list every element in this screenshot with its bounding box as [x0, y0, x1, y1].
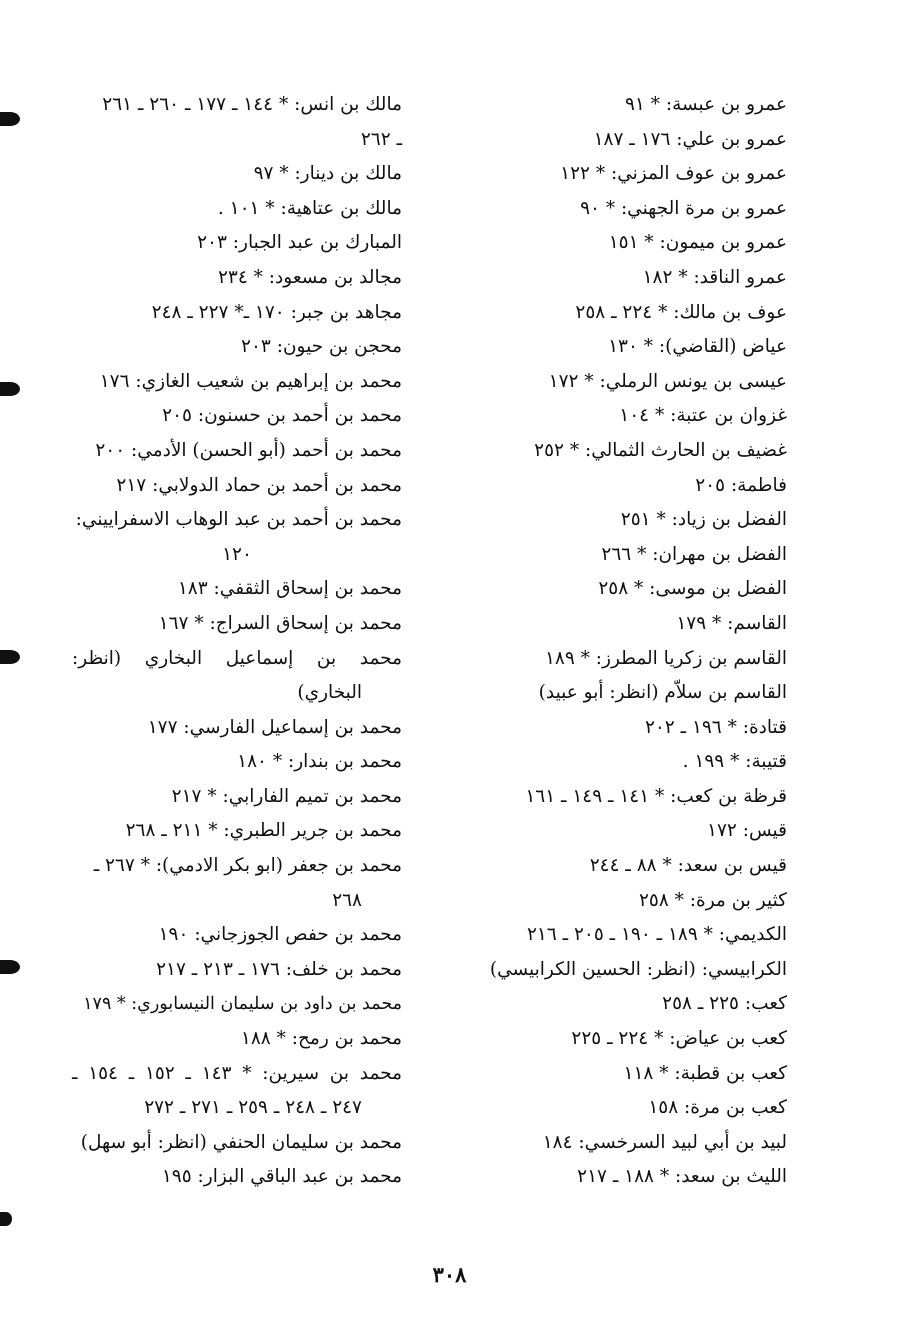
- index-entry: عمرو بن عوف المزني: * ١٢٢: [560, 163, 787, 185]
- index-entry: محمد بن خلف: ١٧٦ ـ ٢١٣ ـ ٢١٧: [156, 958, 402, 980]
- index-entry: محمد بن سيرين: * ١٤٣ ـ ١٥٢ ـ ١٥٤ ـ: [72, 1062, 403, 1084]
- index-entry: مجاهد بن جبر: ١٧٠ ـ* ٢٢٧ ـ ٢٤٨: [151, 301, 402, 323]
- index-entry: الفضل بن مهران: * ٢٦٦: [601, 543, 787, 565]
- index-entry: عمرو بن مرة الجهني: * ٩٠: [580, 197, 787, 219]
- index-entry: الكديمي: * ١٨٩ ـ ١٩٠ ـ ٢٠٥ ـ ٢١٦: [526, 924, 787, 946]
- index-entry: محمد بن داود بن سليمان النيسابوري: * ١٧٩: [83, 994, 402, 1015]
- scan-edge-mark: [0, 1212, 12, 1226]
- index-entry: المبارك بن عبد الجبار: ٢٠٣: [197, 232, 402, 254]
- index-entry: محمد بن إسحاق السراج: * ١٦٧: [158, 612, 402, 634]
- index-entry: محمد بن إبراهيم بن شعيب الغازي: ١٧٦: [99, 370, 402, 392]
- index-entry: عيسى بن يونس الرملي: * ١٧٢: [548, 370, 787, 392]
- index-entry: محمد بن جرير الطبري: * ٢١١ ـ ٢٦٨: [125, 820, 402, 842]
- index-entry: عوف بن مالك: * ٢٢٤ ـ ٢٥٨: [575, 301, 787, 323]
- index-entry: مالك بن عتاهية: * ١٠١ .: [217, 197, 402, 219]
- index-entry: محمد بن أحمد بن حماد الدولابي: ٢١٧: [116, 474, 402, 496]
- index-entry: الليث بن سعد: * ١٨٨ ـ ٢١٧: [577, 1166, 787, 1188]
- index-entry: كعب بن عياض: * ٢٢٤ ـ ٢٢٥: [571, 1028, 787, 1050]
- index-entry-continuation: ١٢٠: [222, 543, 252, 565]
- scan-edge-mark: [0, 650, 20, 664]
- index-entry: محمد بن تميم الفارابي: * ٢١٧: [171, 785, 402, 807]
- index-entry: غضيف بن الحارث الثمالي: * ٢٥٢: [534, 439, 787, 461]
- scan-edge-mark: [0, 382, 20, 396]
- index-entry: الكرابيسي: (انظر: الحسين الكرابيسي): [489, 958, 787, 980]
- index-entry: مالك بن انس: * ١٤٤ ـ ١٧٧ ـ ٢٦٠ ـ ٢٦١: [102, 94, 402, 115]
- index-entry: القاسم بن سلاّم (انظر: أبو عبيد): [538, 682, 787, 704]
- index-entry: قتادة: * ١٩٦ ـ ٢٠٢: [644, 716, 787, 738]
- index-entry: محمد بن جعفر (ابو بكر الادمي): * ٢٦٧ ـ: [93, 855, 402, 877]
- index-entry: محمد بن بندار: * ١٨٠: [237, 751, 402, 773]
- index-entry: محمد بن عبد الباقي البزار: ١٩٥: [161, 1166, 402, 1188]
- index-entry: محمد بن سليمان الحنفي (انظر: أبو سهل): [80, 1131, 402, 1153]
- index-entry: قيس بن سعد: * ٨٨ ـ ٢٤٤: [589, 855, 787, 877]
- index-column-right: [452, 88, 787, 1195]
- index-entry: غزوان بن عتبة: * ١٠٤: [619, 405, 787, 427]
- index-entry: محمد بن إسماعيل الفارسي: ١٧٧: [147, 716, 402, 738]
- index-entry: محمد بن رمح: * ١٨٨: [240, 1028, 402, 1050]
- index-entry: محمد بن أحمد (أبو الحسن) الأدمي: ٢٠٠: [95, 439, 402, 461]
- index-entry: محمد بن أحمد بن عبد الوهاب الاسفراييني:: [75, 509, 402, 531]
- index-entry: كثير بن مرة: * ٢٥٨: [638, 889, 787, 911]
- index-entry: محمد بن إسحاق الثقفي: ١٨٣: [177, 578, 402, 600]
- index-entry: عمرو بن ميمون: * ١٥١: [608, 232, 787, 254]
- index-entry: كعب: ٢٢٥ ـ ٢٥٨: [662, 993, 787, 1015]
- index-column-left: [72, 88, 402, 1195]
- index-entry: القاسم: * ١٧٩: [676, 612, 787, 634]
- index-entry: كعب بن مرة: ١٥٨: [648, 1097, 787, 1119]
- index-entry-continuation: ٢٤٧ ـ ٢٤٨ ـ ٢٥٩ ـ ٢٧١ ـ ٢٧٢: [144, 1097, 362, 1119]
- index-entry: محمد بن أحمد بن حسنون: ٢٠٥: [162, 405, 402, 427]
- index-entry-continuation: البخاري): [297, 682, 362, 704]
- scan-edge-mark: [0, 112, 20, 126]
- index-entry: عمرو بن عبسة: * ٩١: [624, 94, 787, 115]
- index-entry: لبيد بن أبي لبيد السرخسي: ١٨٤: [542, 1131, 787, 1153]
- index-entry: كعب بن قطبة: * ١١٨: [623, 1062, 787, 1084]
- index-entry: محمد بن إسماعيل البخاري (انظر:: [72, 647, 402, 669]
- index-entry: عياض (القاضي): * ١٣٠: [608, 336, 787, 358]
- index-entry: قتيبة: * ١٩٩ .: [682, 751, 787, 773]
- index-entry-continuation: ـ ٢٦٢: [360, 128, 402, 150]
- index-entry: فاطمة: ٢٠٥: [695, 474, 787, 496]
- index-entry-continuation: ٢٦٨: [332, 889, 362, 911]
- page-number: ٣٠٨: [432, 1262, 467, 1287]
- scan-edge-mark: [0, 960, 20, 974]
- index-entry: مجالد بن مسعود: * ٢٣٤: [217, 266, 402, 288]
- index-entry: قرظة بن كعب: * ١٤١ ـ ١٤٩ ـ ١٦١: [525, 785, 787, 807]
- index-entry: مالك بن دينار: * ٩٧: [253, 163, 402, 185]
- index-entry: الفضل بن موسى: * ٢٥٨: [598, 578, 787, 600]
- index-entry: قيس: ١٧٢: [707, 820, 787, 842]
- index-entry: القاسم بن زكريا المطرز: * ١٨٩: [544, 647, 787, 669]
- index-entry: محمد بن حفص الجوزجاني: ١٩٠: [158, 924, 402, 946]
- index-entry: الفضل بن زياد: * ٢٥١: [620, 509, 787, 531]
- index-entry: محجن بن حيون: ٢٠٣: [241, 336, 402, 358]
- index-entry: عمرو بن علي: ١٧٦ ـ ١٨٧: [593, 128, 787, 150]
- index-entry: عمرو الناقد: * ١٨٢: [642, 266, 787, 288]
